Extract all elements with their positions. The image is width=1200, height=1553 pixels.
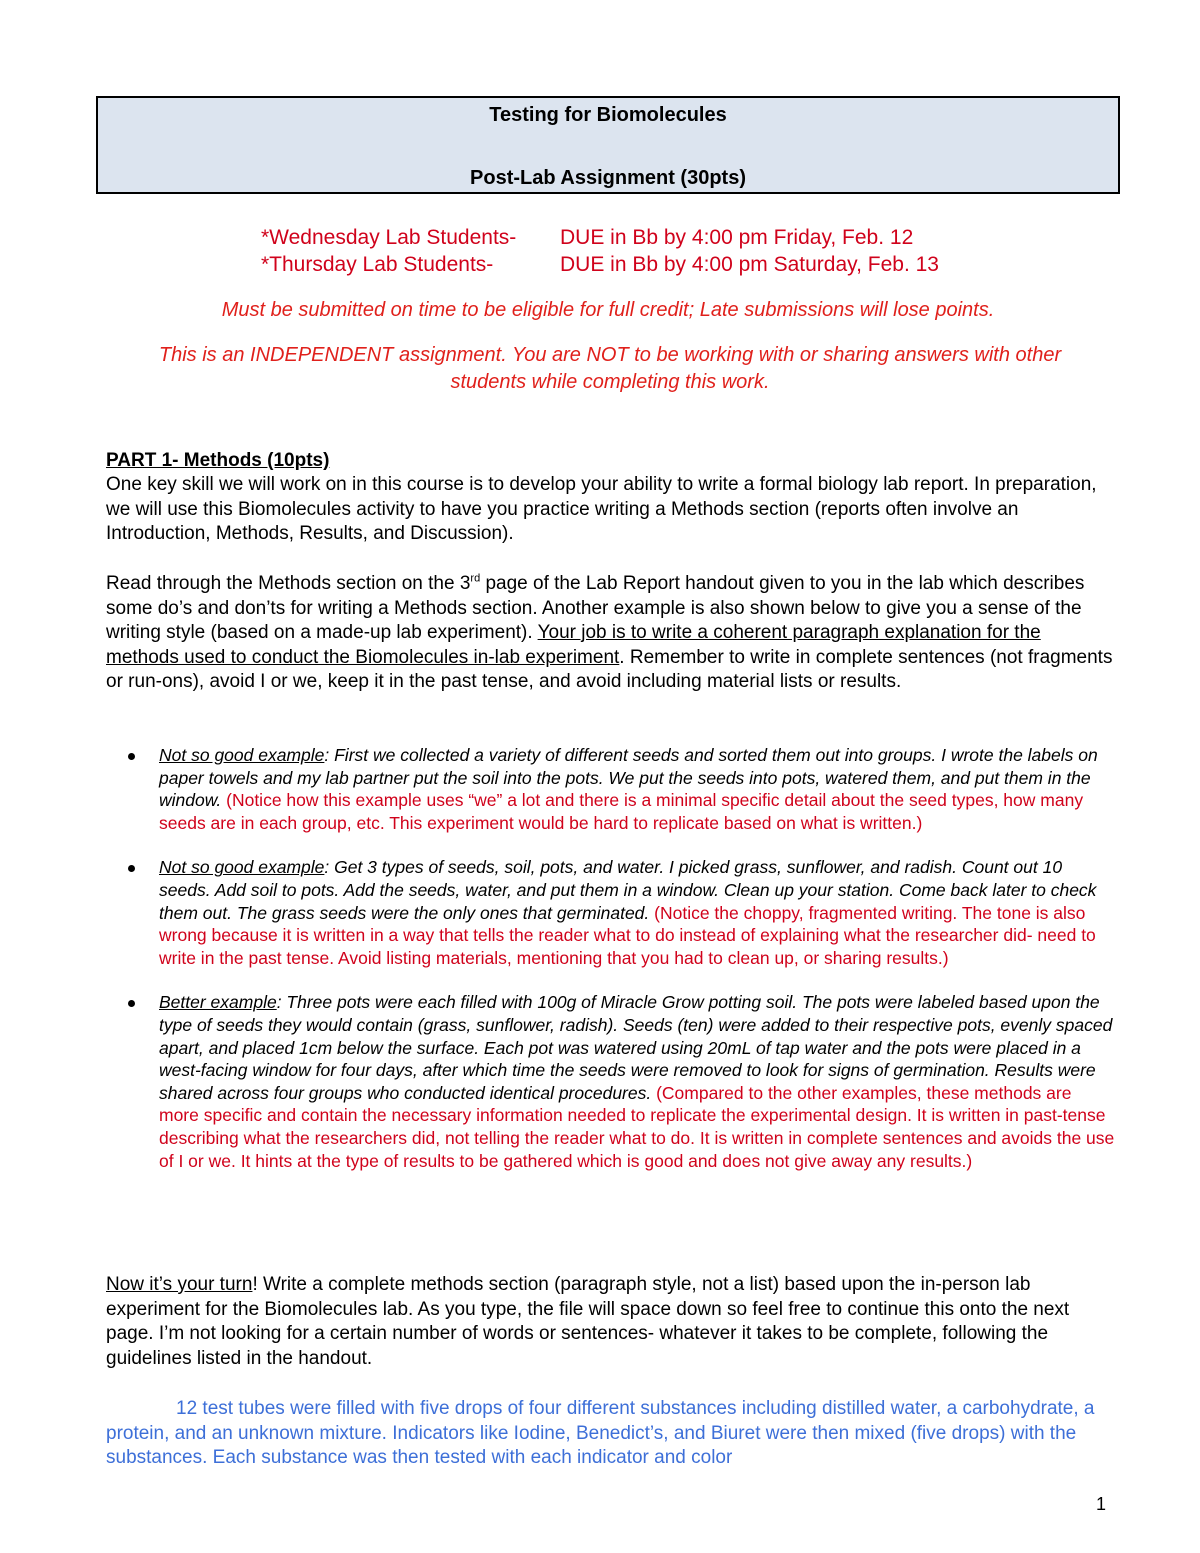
document-subtitle: Post-Lab Assignment (30pts) [470, 167, 746, 189]
bullet-icon [128, 1000, 135, 1007]
due-thursday-label: *Thursday Lab Students- [261, 253, 494, 276]
student-answer[interactable]: 12 test tubes were filled with five drops of four different substances including distilled water, a carbohydrate, a protein, and an unknown mixture. Indicators like Iodine, Benedict’s, and Biuret were then mixed (five drops) with the substances. Each substance was then tested with each indicator and color [106, 1398, 1095, 1468]
your-turn-label: Now it’s your turn [106, 1274, 253, 1295]
bullet-icon [128, 753, 135, 760]
example-label: Better example [159, 992, 277, 1013]
instructions-text-b: page of the Lab Report handout given to you in the lab which describes some do’s and don’ts for writing a Methods section. Another example is also shown below to give you a sense of the writing style (based on a made-up lab experiment). [106, 573, 1085, 643]
due-wednesday-label: *Wednesday Lab Students- [261, 226, 517, 249]
part1-heading-text: PART 1- Methods (10pts) [106, 450, 330, 471]
instructions-job: Your job is to write a coherent paragraph explanation for the methods used to conduct the Biomolecules in-lab experiment [106, 622, 1041, 668]
due-thursday-date: DUE in Bb by 4:00 pm Saturday, Feb. 13 [560, 253, 939, 276]
instructions-text-a: Read through the Methods section on the 3 [106, 573, 471, 594]
example-item [106, 744, 1116, 834]
due-wednesday-date: DUE in Bb by 4:00 pm Friday, Feb. 12 [560, 226, 914, 249]
example-note: (Compared to the other examples, these methods are more specific and contain the necessary information needed to replicate the experimental design. It is written in past-tense describing what the researchers did, not telling the reader what to do. It is written in complete sentences and avoids the use of I or we. It hints at the type of results to be gathered which is good and does not give away any results.) [159, 1082, 1115, 1171]
example-text: : First we collected a variety of different seeds and sorted them out into groups. I wrote the labels on paper towels and my lab partner put the soil into the pots. We put the seeds into pots, watered them, and put them in the window. [159, 745, 1098, 811]
late-warning: Must be submitted on time to be eligible for full credit; Late submissions will lose points. [221, 299, 995, 321]
example-label: Not so good example [159, 857, 325, 878]
your-turn-paragraph [106, 1273, 1116, 1371]
example-item [106, 991, 1116, 1172]
example-text: : Three pots were each filled with 100g of Miracle Grow potting soil. The pots were labeled based upon the type of seeds they would contain (grass, sunflower, radish). Seeds (ten) were added to their respective pots, evenly spaced apart, and placed 1cm below the surface. Each pot was watered using 20mL of tap water and the pots were placed in a west-facing window for four days, after which time the seeds were removed to look for signs of germination. Results were shared across four groups who conducted identical procedures. [159, 992, 1113, 1103]
part1-heading [106, 449, 1116, 474]
document-title: Testing for Biomolecules [489, 104, 727, 126]
part1-intro: One key skill we will work on in this course is to develop your ability to write a formal biology lab report. In preparation, we will use this Biomolecules activity to have you practice writing a Methods section (reports often involve an Introduction, Methods, Results, and Discussion). [106, 474, 1097, 544]
title-box [96, 96, 1120, 194]
your-turn-text: ! Write a complete methods section (paragraph style, not a list) based upon the in-person lab experiment for the Biomolecules lab. As you type, the file will space down so feel free to continue this onto the next page. I’m not looking for a certain number of words or sentences- whatever it takes to be complete, following the guidelines listed in the handout. [106, 1274, 1070, 1369]
example-label: Not so good example [159, 745, 325, 765]
part1-instructions [106, 572, 1116, 695]
bullet-icon [128, 865, 135, 872]
independent-warning: This is an INDEPENDENT assignment. You are NOT to be working with or sharing answers with other students while completing this work. [158, 344, 1062, 393]
example-note: (Notice the choppy, fragmented writing. The tone is also wrong because it is written in a way that tells the reader what to do instead of explaining what the researcher did- need to write in the past tense. Avoid listing materials, mentioning that you had to clean up, or sharing results.) [159, 902, 1096, 968]
example-text: : Get 3 types of seeds, soil, pots, and water. I picked grass, sunflower, and radish. Count out 10 seeds. Add soil to pots. Add the seeds, water, and put them in a window. Clean up your station. Come back later to check them out. The grass seeds were the only ones that germinated. [159, 857, 1097, 923]
instructions-superscript: rd [470, 572, 481, 585]
example-note: (Notice how this example uses “we” a lot and there is a minimal specific detail about the seed types, how many seeds are in each group, etc. This experiment would be hard to replicate based on what is written.) [159, 790, 1084, 833]
example-item [106, 856, 1116, 969]
example-list [106, 744, 1116, 1194]
instructions-text-c: . Remember to write in complete sentences (not fragments or run-ons), avoid I or we, keep it in the past tense, and avoid including material lists or results. [106, 646, 1113, 692]
page-number: 1 [1096, 1494, 1107, 1514]
